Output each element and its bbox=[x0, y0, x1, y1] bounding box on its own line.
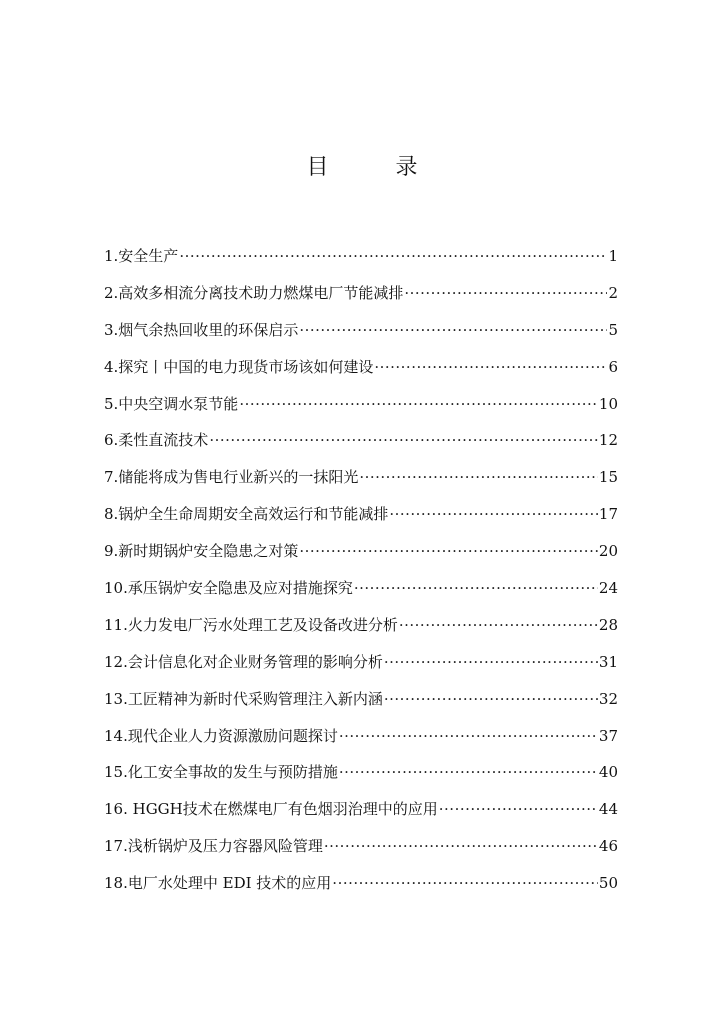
table-of-contents bbox=[104, 241, 618, 905]
toc-entry-title: 4.探究丨中国的电力现货市场该如何建设 bbox=[104, 357, 374, 376]
dot-leader bbox=[339, 757, 598, 787]
toc-entry-title: 12.会计信息化对企业财务管理的影响分析 bbox=[104, 652, 383, 671]
toc-entry-title: 9.新时期锅炉安全隐患之对策 bbox=[104, 542, 299, 561]
toc-entry[interactable] bbox=[104, 647, 618, 684]
dot-leader bbox=[439, 794, 598, 824]
toc-page-number: 31 bbox=[598, 652, 618, 671]
toc-page-number: 5 bbox=[608, 320, 618, 339]
dot-leader bbox=[404, 278, 607, 308]
dot-leader bbox=[354, 573, 598, 603]
dot-leader bbox=[299, 536, 598, 566]
toc-page-number: 46 bbox=[598, 837, 618, 856]
toc-entry-title: 14.现代企业人力资源激励问题探讨 bbox=[104, 726, 338, 745]
toc-entry-title: 3.烟气余热回收里的环保启示 bbox=[104, 320, 299, 339]
toc-entry[interactable] bbox=[104, 536, 618, 573]
toc-entry[interactable] bbox=[104, 610, 618, 647]
toc-entry[interactable] bbox=[104, 315, 618, 352]
toc-page-number: 37 bbox=[598, 726, 618, 745]
dot-leader bbox=[384, 684, 598, 714]
dot-leader bbox=[374, 352, 607, 382]
toc-entry-title: 2.高效多相流分离技术助力燃煤电厂节能减排 bbox=[104, 283, 404, 302]
dot-leader bbox=[179, 241, 607, 271]
toc-entry-title: 6.柔性直流技术 bbox=[104, 431, 209, 450]
toc-entry-title: 17.浅析锅炉及压力容器风险管理 bbox=[104, 837, 323, 856]
dot-leader bbox=[359, 462, 598, 492]
toc-page-number: 1 bbox=[608, 247, 618, 265]
toc-page-number: 10 bbox=[598, 394, 618, 413]
dot-leader bbox=[339, 721, 598, 751]
toc-page-number: 15 bbox=[598, 468, 618, 487]
dot-leader bbox=[239, 389, 598, 419]
toc-entry[interactable] bbox=[104, 831, 618, 868]
toc-entry-title: 15.化工安全事故的发生与预防措施 bbox=[104, 763, 338, 782]
toc-entry-title: 7.储能将成为售电行业新兴的一抹阳光 bbox=[104, 468, 359, 487]
toc-page-number: 50 bbox=[598, 874, 618, 893]
toc-entry[interactable] bbox=[104, 757, 618, 794]
toc-page-number: 40 bbox=[598, 763, 618, 782]
toc-entry-title: 16. HGGH技术在燃煤电厂有色烟羽治理中的应用 bbox=[104, 800, 438, 819]
toc-entry-title: 5.中央空调水泵节能 bbox=[104, 394, 239, 413]
toc-page-number: 28 bbox=[598, 615, 618, 634]
toc-entry[interactable] bbox=[104, 868, 618, 905]
toc-page-number: 20 bbox=[598, 542, 618, 561]
toc-entry-title: 10.承压锅炉安全隐患及应对措施探究 bbox=[104, 579, 353, 598]
dot-leader bbox=[399, 610, 598, 640]
dot-leader bbox=[332, 868, 598, 898]
toc-entry[interactable] bbox=[104, 794, 618, 831]
toc-entry-title: 18.电厂水处理中 EDI 技术的应用 bbox=[104, 874, 332, 893]
toc-entry-title: 8.锅炉全生命周期安全高效运行和节能减排 bbox=[104, 505, 389, 524]
toc-page-number: 12 bbox=[598, 431, 618, 450]
page-title: 目 录 bbox=[306, 155, 448, 180]
toc-entry[interactable] bbox=[104, 499, 618, 536]
toc-entry[interactable] bbox=[104, 721, 618, 758]
toc-page-number: 17 bbox=[598, 505, 618, 524]
dot-leader bbox=[389, 499, 598, 529]
toc-page-number: 2 bbox=[608, 283, 618, 302]
toc-entry-title: 13.工匠精神为新时代采购管理注入新内涵 bbox=[104, 689, 383, 708]
toc-entry[interactable] bbox=[104, 425, 618, 462]
toc-page-number: 24 bbox=[598, 579, 618, 598]
toc-entry[interactable] bbox=[104, 684, 618, 721]
toc-entry[interactable] bbox=[104, 352, 618, 389]
toc-page-number: 44 bbox=[598, 800, 618, 819]
toc-entry[interactable] bbox=[104, 389, 618, 426]
dot-leader bbox=[209, 425, 598, 455]
toc-entry-title: 1.安全生产 bbox=[104, 247, 179, 265]
toc-entry-title: 11.火力发电厂污水处理工艺及设备改进分析 bbox=[104, 615, 398, 634]
toc-entry[interactable] bbox=[104, 241, 618, 278]
dot-leader bbox=[324, 831, 598, 861]
toc-page-number: 6 bbox=[608, 357, 618, 376]
dot-leader bbox=[384, 647, 598, 677]
toc-page-number: 32 bbox=[598, 689, 618, 708]
toc-entry[interactable] bbox=[104, 573, 618, 610]
toc-entry[interactable] bbox=[104, 278, 618, 315]
dot-leader bbox=[299, 315, 607, 345]
toc-entry[interactable] bbox=[104, 462, 618, 499]
